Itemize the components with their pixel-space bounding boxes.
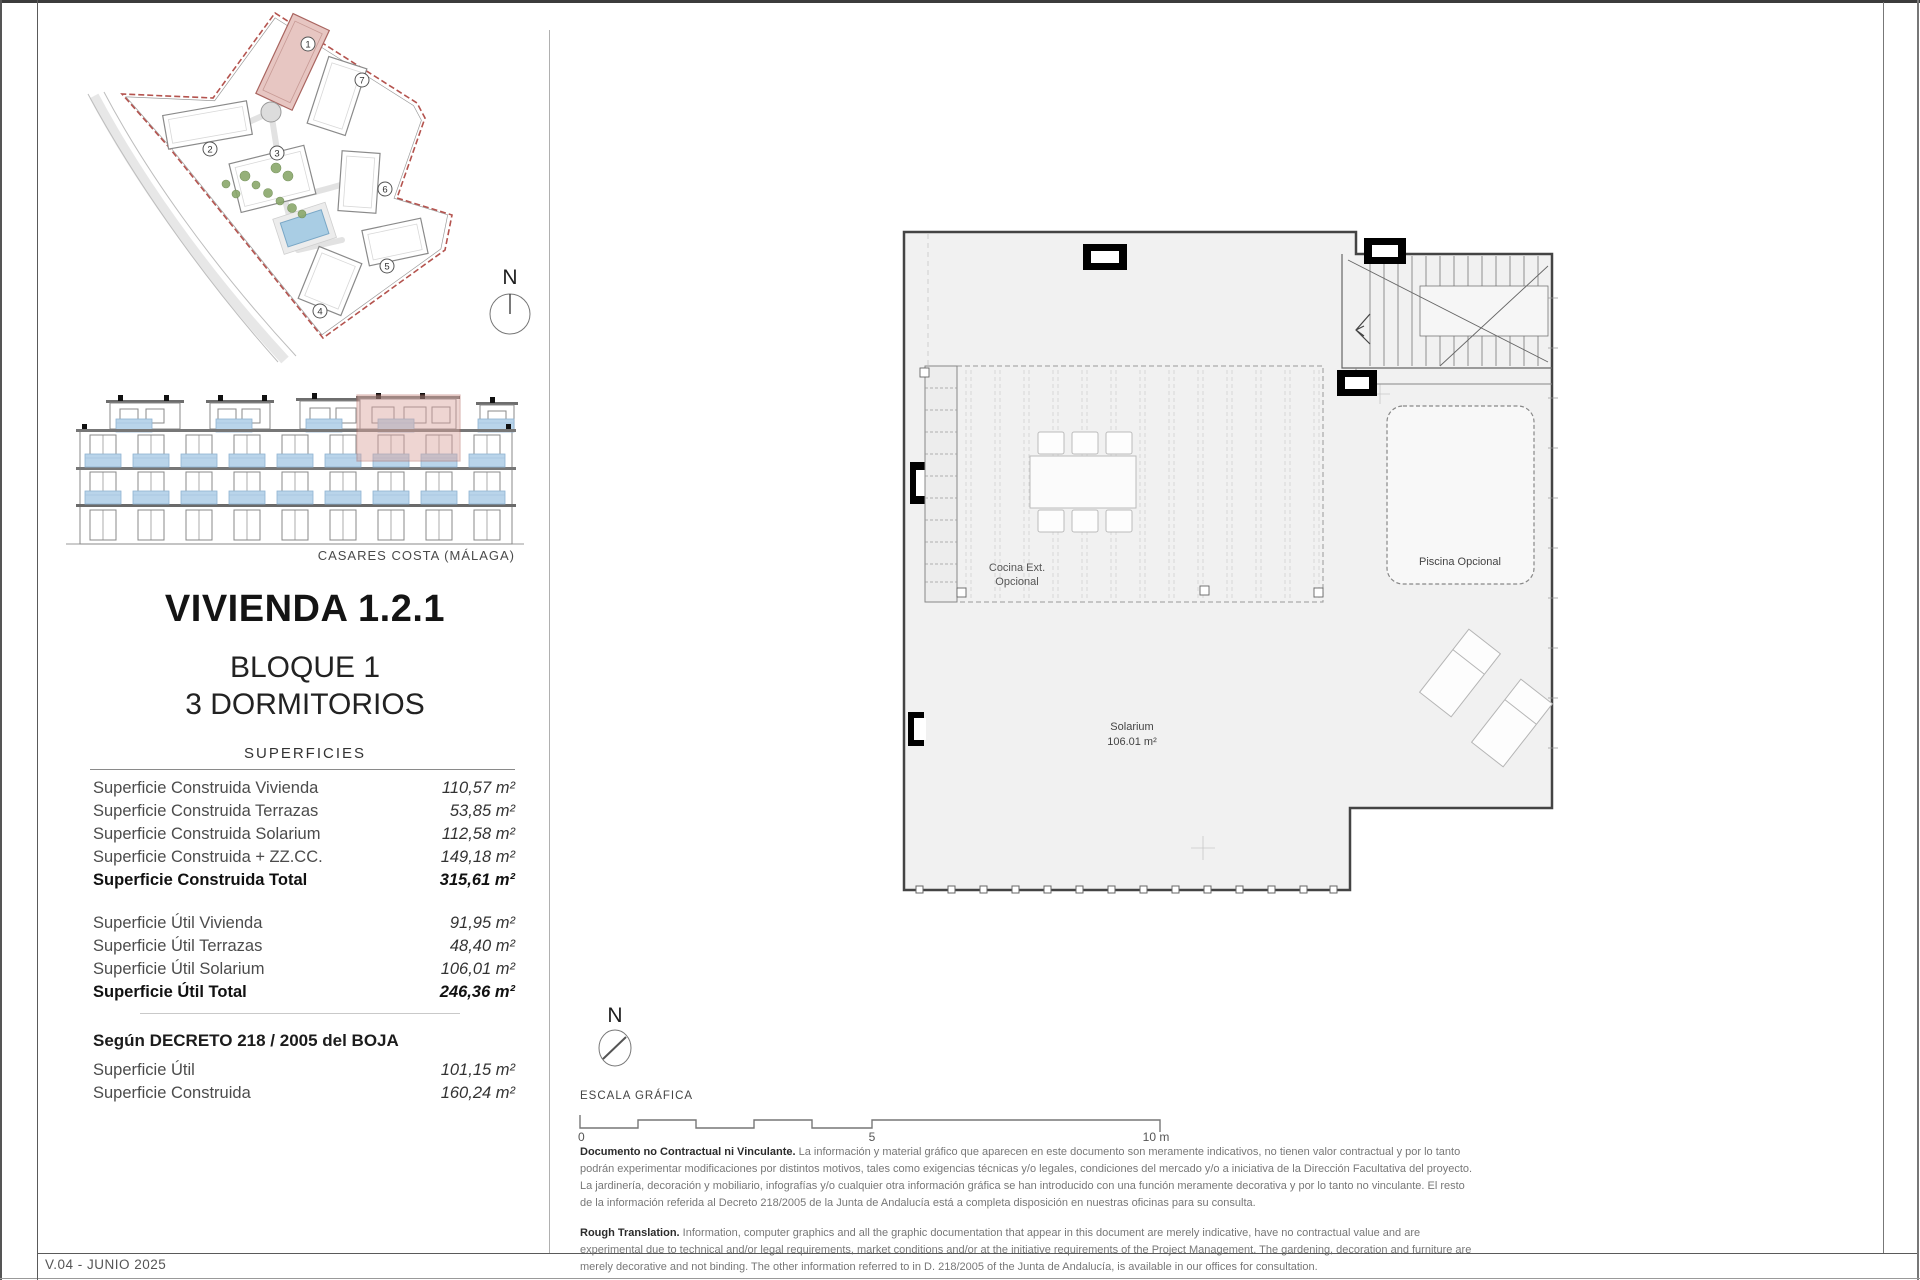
north-letter: N xyxy=(502,266,518,289)
table-row xyxy=(93,960,515,983)
floor-1 xyxy=(85,472,505,504)
scale-heading: ESCALA GRÁFICA xyxy=(580,1090,694,1102)
badge-3 xyxy=(270,146,284,160)
table-row-total xyxy=(93,983,515,1006)
piscina-label: Piscina Opcional xyxy=(1419,556,1501,568)
legal-disclaimer xyxy=(580,1144,1475,1276)
svg-text:5: 5 xyxy=(384,261,390,273)
disclaimer-english-body: Information, computer graphics and all the graphic documentation that appear in this document are merely indicative, have no contractual value and are experimental due to technical and/or legal requirements, market conditions and/or at the initiative requirements of the Project Management. The gardening, decoration and furniture are merely decorative and not binding. The other information referred to in D. 218/2005 of the Junta de Andalucía, is available in our offices for consultation. xyxy=(580,1227,1472,1273)
area-label: Superficie Construida xyxy=(93,1084,251,1102)
compass-icon xyxy=(596,1028,634,1068)
built-areas-rows xyxy=(93,779,515,894)
roundabout xyxy=(261,102,281,122)
disclaimer-english-lead: Rough Translation. xyxy=(580,1227,680,1239)
scale-tick-0: 0 xyxy=(578,1130,585,1144)
area-value: 101,15 m² xyxy=(440,1061,515,1079)
table-row xyxy=(93,937,515,960)
site-pool xyxy=(273,202,337,254)
badge-4 xyxy=(313,304,327,318)
area-label: Superficie Útil Terrazas xyxy=(93,937,263,955)
badge-1 xyxy=(301,37,315,51)
scale-tick-10: 10 m xyxy=(1142,1130,1170,1144)
building-elevation xyxy=(60,393,530,558)
table-row xyxy=(93,1061,515,1084)
area-value: 246,36 m² xyxy=(439,983,515,1001)
page-left-edge xyxy=(0,0,2,1280)
area-value: 91,95 m² xyxy=(449,914,515,932)
disclaimer-spanish xyxy=(580,1144,1475,1212)
disclaimer-english xyxy=(580,1225,1475,1276)
page-title: VIVIENDA 1.2.1 xyxy=(164,588,446,630)
building-7 xyxy=(307,57,367,136)
area-label: Superficie Construida Solarium xyxy=(93,825,321,843)
table-row xyxy=(93,779,515,802)
table-row xyxy=(93,825,515,848)
svg-text:4: 4 xyxy=(317,306,323,318)
heading-rule xyxy=(90,769,515,770)
area-label: Superficie Construida + ZZ.CC. xyxy=(93,848,323,866)
table-row xyxy=(93,914,515,937)
area-label: Superficie Útil Solarium xyxy=(93,960,265,978)
scale-tick-5: 5 xyxy=(868,1130,876,1144)
floor-plan xyxy=(900,218,1580,918)
bedrooms-subtitle: 3 DORMITORIOS xyxy=(185,688,425,721)
solarium-label: Solarium xyxy=(1110,721,1154,733)
area-label: Superficie Útil Total xyxy=(93,983,247,1001)
graphic-scale-bar xyxy=(578,1110,1188,1146)
area-value: 53,85 m² xyxy=(449,802,515,820)
area-value: 106,01 m² xyxy=(440,960,515,978)
outdoor-kitchen-counter xyxy=(925,366,957,602)
north-letter: N xyxy=(607,1004,623,1027)
block-subtitle: BLOQUE 1 xyxy=(229,651,381,684)
cocina-label-line1: Cocina Ext. xyxy=(988,562,1046,574)
svg-text:6: 6 xyxy=(382,184,388,196)
area-label: Superficie Útil xyxy=(93,1061,195,1079)
area-label: Superficie Construida Total xyxy=(93,871,308,889)
area-label: Superficie Construida Vivienda xyxy=(93,779,319,797)
svg-text:1: 1 xyxy=(305,39,311,51)
building-2 xyxy=(163,101,253,149)
table-row xyxy=(93,1084,515,1107)
disclaimer-spanish-body: La información y material gráfico que aparecen en este documento son meramente indicativos, no tienen valor contractual y por lo tanto podrán experimentar modificaciones por distintos motivos, tales como exigencias técnicas y/o legales, condiciones del mercado y/o a iniciativa de la Dirección Facultativa del proyecto. La jardinería, decoración y mobiliario, infografías y/o cualquier otra información gráfica se han introducido con una función meramente decorativa y por lo tanto no vinculante. El resto de la información referida al Decreto 218/2005 de la Junta de Andalucía está a completa disposición en nuestras oficinas para su consulta. xyxy=(580,1146,1473,1209)
badge-2 xyxy=(203,142,217,156)
area-value: 160,24 m² xyxy=(440,1084,515,1102)
table-rule xyxy=(140,1013,460,1014)
area-value: 315,61 m² xyxy=(439,871,515,889)
areas-table-heading: SUPERFICIES xyxy=(243,745,367,762)
building-6 xyxy=(338,151,380,214)
cocina-label-line2: Opcional xyxy=(995,576,1039,588)
area-value: 149,18 m² xyxy=(440,848,515,866)
frame-top-edge xyxy=(0,0,1920,3)
highlighted-unit xyxy=(357,395,460,461)
building-4 xyxy=(298,246,362,318)
page-bottom-edge xyxy=(0,1278,1920,1279)
area-value: 48,40 m² xyxy=(449,937,515,955)
page-right-edge xyxy=(1917,0,1919,1280)
location-caption: CASARES COSTA (MÁLAGA) xyxy=(317,548,515,563)
badge-7 xyxy=(355,73,369,87)
area-label: Superficie Útil Vivienda xyxy=(93,914,263,932)
badge-6 xyxy=(378,182,392,196)
table-row xyxy=(93,802,515,825)
version-stamp: V.04 - JUNIO 2025 xyxy=(45,1257,167,1272)
table-row xyxy=(93,848,515,871)
svg-text:3: 3 xyxy=(274,148,280,160)
frame-left xyxy=(37,0,38,1280)
badge-5 xyxy=(380,259,394,273)
table-row-total xyxy=(93,871,515,894)
north-indicator-siteplan xyxy=(488,266,532,336)
svg-text:2: 2 xyxy=(207,144,213,156)
disclaimer-spanish-lead: Documento no Contractual ni Vinculante. xyxy=(580,1146,796,1158)
building-5 xyxy=(362,218,428,266)
area-label: Superficie Construida Terrazas xyxy=(93,802,319,820)
decree-rows xyxy=(93,1061,515,1107)
area-value: 110,57 m² xyxy=(441,779,515,797)
frame-right xyxy=(1883,2,1884,1253)
compass-icon xyxy=(488,290,532,336)
area-value: 112,58 m² xyxy=(441,825,515,843)
usable-areas-rows xyxy=(93,914,515,1006)
decree-heading: Según DECRETO 218 / 2005 del BOJA xyxy=(93,1031,399,1050)
dining-set xyxy=(1030,432,1136,532)
site-plan xyxy=(80,8,550,378)
optional-pool xyxy=(1387,406,1534,584)
north-indicator-floorplan xyxy=(596,1004,634,1068)
ground-floor xyxy=(90,510,500,540)
solarium-area-label: 106.01 m² xyxy=(1107,736,1157,748)
svg-text:7: 7 xyxy=(359,75,365,87)
